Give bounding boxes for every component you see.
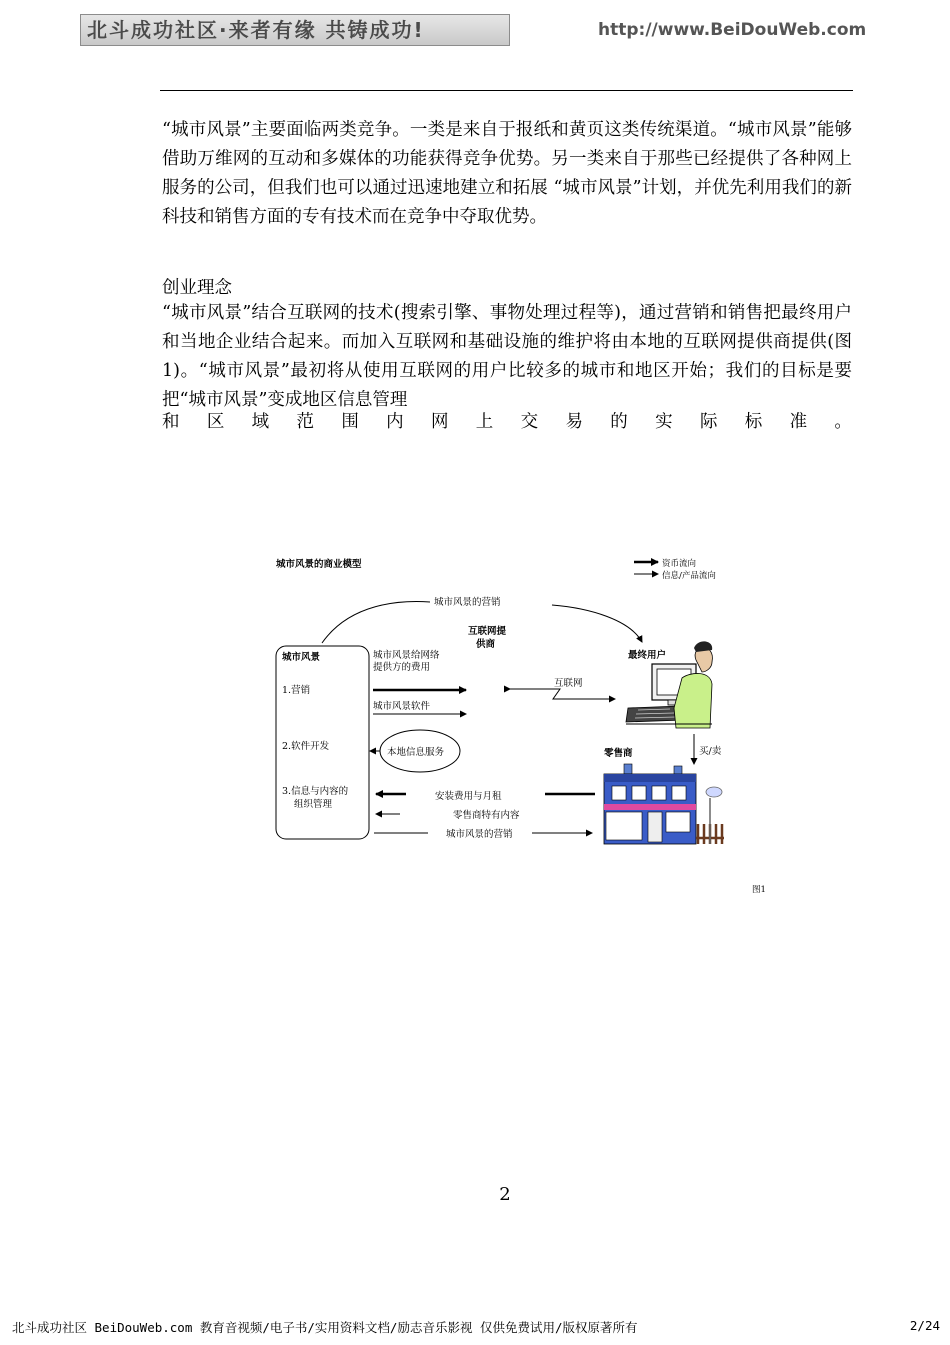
spread-char: 区 (206, 412, 225, 432)
spread-char: 实 (655, 412, 673, 432)
spread-char: 易 (565, 412, 583, 432)
top-arc-left (322, 602, 430, 643)
city-box-item1: 1.营销 (282, 685, 311, 696)
legend-info-label: 信息/产品流向 (662, 571, 716, 581)
header-rule (160, 90, 853, 91)
page-number: 2 (499, 1184, 511, 1205)
internet-link (510, 689, 615, 699)
retailer-shop-icon (604, 764, 724, 844)
section-heading: 创业理念 (162, 278, 232, 298)
paragraph-concept: “城市风景”结合互联网的技术(搜索引擎、事物处理过程等)，通过营销和销售把最终用户和当地企业结合起来。而加入互联网和基础设施的维护将由本地的互联网提供商提供(图 1)。“城市风景”最初将从使用互联网的用户比较多的城市和地区开始；我们的目标是要把“城市风景”变成地区信息管理 (162, 303, 852, 410)
end-user-label: 最终用户 (628, 650, 667, 661)
paragraph-competition: “城市风景”主要面临两类竞争。一类是来自于报纸和黄页这类传统渠道。“城市风景”能够借助万维网的互动和多媒体的功能获得竞争优势。另一类来自于那些已经提供了各种网上服务的公司，但我们也可以通过迅速地建立和拓展 “城市风景”计划，并优先利用我们的新科技和销售方面的专有技术而在竞争中夺取优势。 (162, 120, 852, 227)
footer-left: 北斗成功社区 BeiDouWeb.com 教育音视频/电子书/实用资料文档/励志音乐影视 仅供免费试用/版权原著所有 (12, 1320, 638, 1335)
local-service-label: 本地信息服务 (387, 747, 445, 758)
spread-char: 网 (430, 412, 449, 432)
legend-money-label: 资币流向 (662, 559, 697, 569)
diagram-title: 城市风景的商业模型 (276, 559, 362, 570)
spread-char: 标 (744, 412, 763, 432)
spread-char: 和 (162, 412, 180, 432)
site-url[interactable]: http://www.BeiDouWeb.com (598, 20, 867, 40)
isp-label-2: 供商 (476, 639, 496, 650)
spread-char: 上 (475, 412, 494, 432)
spread-char: 内 (386, 412, 404, 432)
spread-char: 域 (251, 412, 270, 432)
install-fee-label: 安装费用与月租 (435, 791, 502, 802)
isp-label-1: 互联网提 (468, 626, 507, 637)
spread-char: 际 (699, 412, 718, 432)
spread-char: 。 (834, 412, 852, 432)
spread-char: 范 (296, 412, 314, 432)
city-box-item3b: 组织管理 (294, 799, 333, 810)
city-box-title: 城市风景 (282, 652, 321, 663)
spread-char: 交 (520, 412, 539, 432)
fee-label-2: 提供方的费用 (373, 662, 431, 673)
city-box-item3a: 3.信息与内容的 (282, 786, 349, 797)
marketing-bottom-label: 城市风景的营销 (446, 829, 513, 840)
retailer-label: 零售商 (604, 748, 633, 759)
buy-sell-label: 买/卖 (699, 746, 722, 757)
business-model-diagram (270, 548, 800, 898)
spread-char: 围 (341, 412, 359, 432)
site-banner: 北斗成功社区·来者有缘 共铸成功! (80, 14, 510, 46)
city-box-item2: 2.软件开发 (282, 741, 330, 752)
spread-char: 准 (789, 412, 808, 432)
software-label: 城市风景软件 (373, 701, 431, 712)
top-arc-right (552, 605, 642, 642)
paragraph-concept-last-line (162, 408, 852, 437)
internet-label: 互联网 (554, 678, 583, 689)
retail-content-label: 零售商特有内容 (453, 810, 520, 821)
top-arc-label: 城市风景的营销 (434, 597, 501, 608)
footer-page-count: 2/24 (909, 1318, 940, 1333)
fee-label-1: 城市风景给网络 (373, 650, 440, 661)
figure-caption: 图1 (752, 885, 766, 895)
spread-char: 的 (610, 412, 628, 432)
